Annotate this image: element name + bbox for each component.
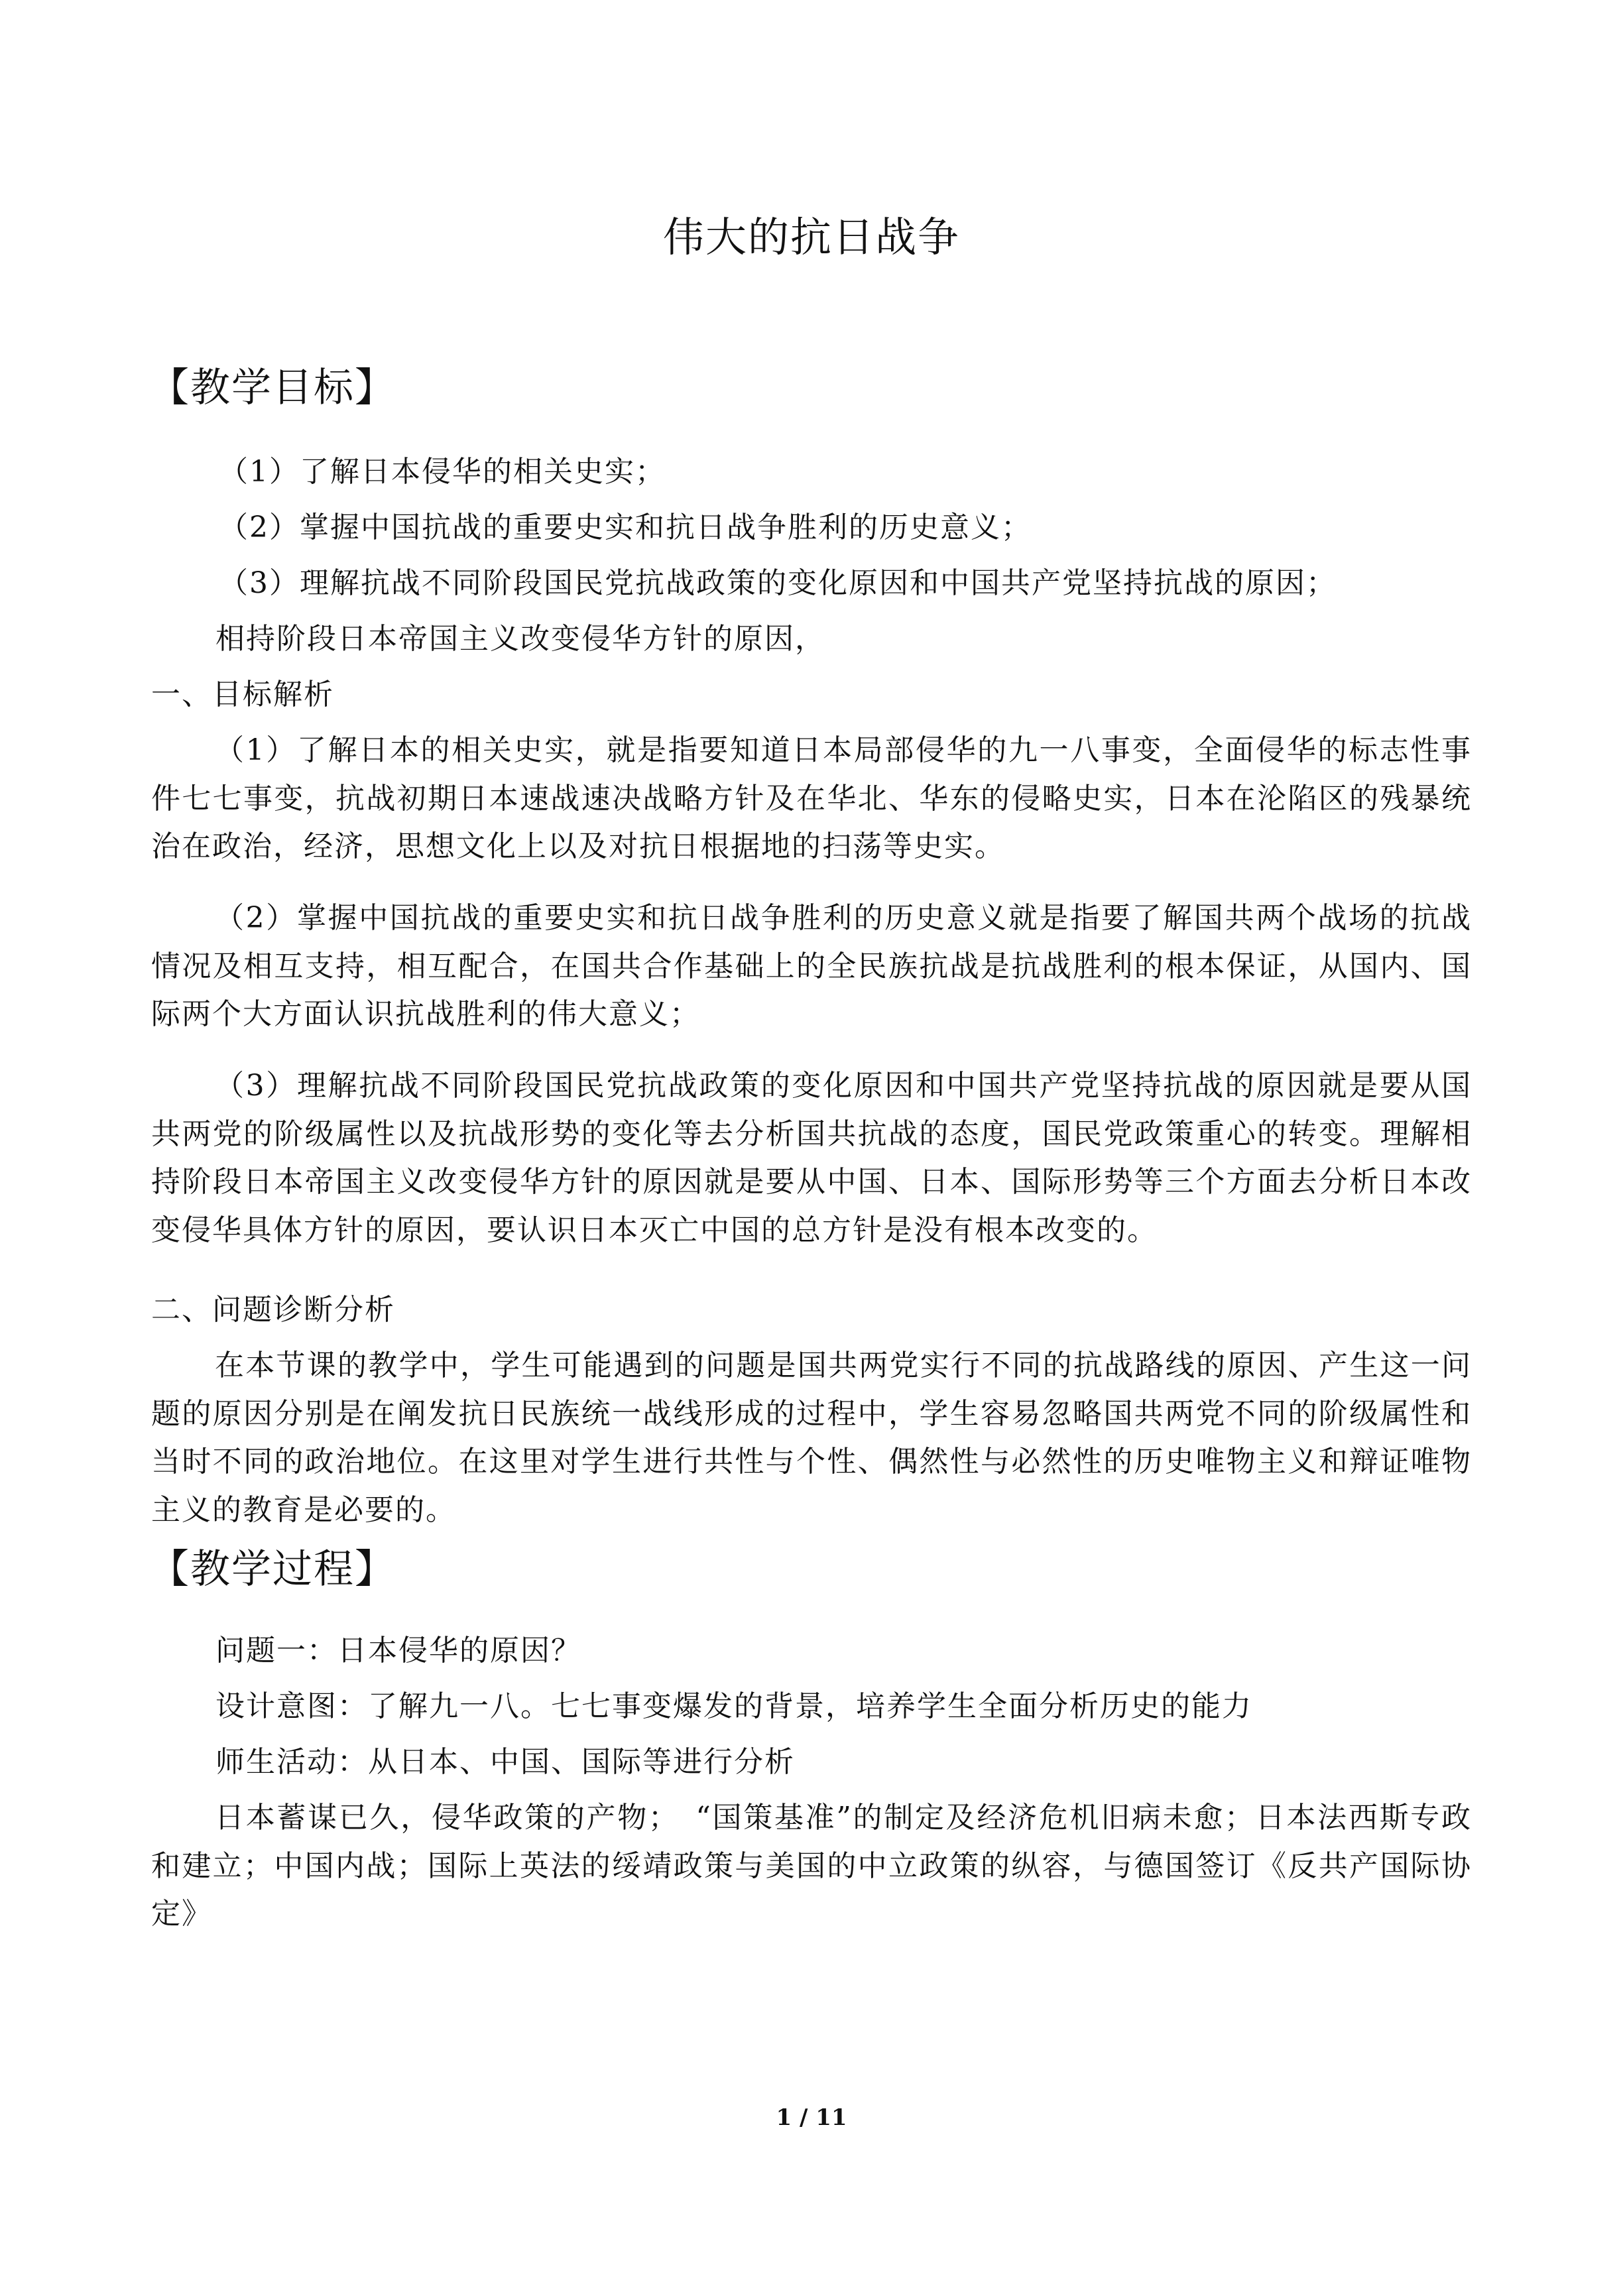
section-heading-process: 【教学过程】	[149, 1546, 396, 1593]
section-heading-analysis: 一、目标解析	[151, 678, 334, 711]
section-heading-diagnosis: 二、问题诊断分析	[151, 1293, 395, 1327]
objective-item: （2）掌握中国抗战的重要史实和抗日战争胜利的历史意义；	[219, 511, 1032, 544]
analysis-paragraph: （2）掌握中国抗战的重要史实和抗日战争胜利的历史意义就是指要了解国共两个战场的抗战情况及相互支持，相互配合，在国共合作基础上的全民族抗战是抗战胜利的根本保证，从国内、国际两个大方面认识抗战胜利的伟大意义；	[151, 901, 1472, 1031]
objective-item: （1）了解日本侵华的相关史实；	[219, 455, 666, 489]
analysis-paragraph: （3）理解抗战不同阶段国民党抗战政策的变化原因和中国共产党坚持抗战的原因就是要从国共两党的阶级属性以及抗战形势的变化等去分析国共抗战的态度，国民党政策重心的转变。理解相持阶段日本帝国主义改变侵华方针的原因就是要从中国、日本、国际形势等三个方面去分析日本改变侵华具体方针的原因，要认识日本灭亡中国的总方针是没有根本改变的。	[151, 1069, 1472, 1247]
section-heading-objectives: 【教学目标】	[149, 365, 396, 411]
process-item: 师生活动：从日本、中国、国际等进行分析	[215, 1745, 795, 1779]
process-item: 问题一：日本侵华的原因？	[215, 1634, 581, 1667]
objective-item: （3）理解抗战不同阶段国民党抗战政策的变化原因和中国共产党坚持抗战的原因；	[219, 566, 1337, 600]
diagnosis-paragraph: 在本节课的教学中，学生可能遇到的问题是国共两党实行不同的抗战路线的原因、产生这一问题的原因分别是在阐发抗日民族统一战线形成的过程中，学生容易忽略国共两党不同的阶级属性和当时不同的政治地位。在这里对学生进行共性与个性、偶然性与必然性的历史唯物主义和辩证唯物主义的教育是必要的。	[151, 1349, 1472, 1527]
process-item: 设计意图：了解九一八。七七事变爆发的背景，培养学生全面分析历史的能力	[215, 1689, 1252, 1723]
page-number: 1 / 11	[776, 2104, 847, 2131]
document-title: 伟大的抗日战争	[662, 213, 960, 261]
process-detail-paragraph: 日本蓄谋已久，侵华政策的产物； “国策基准”的制定及经济危机旧病未愈；日本法西斯专政和建立；中国内战；国际上英法的绥靖政策与美国的中立政策的纵容，与德国签订《反共产国际协定》	[151, 1801, 1472, 1931]
analysis-paragraph: （1）了解日本的相关史实，就是指要知道日本局部侵华的九一八事变，全面侵华的标志性事件七七事变，抗战初期日本速战速决战略方针及在华北、华东的侵略史实，日本在沦陷区的残暴统治在政治，经济，思想文化上以及对抗日根据地的扫荡等史实。	[151, 733, 1472, 863]
objective-item: 相持阶段日本帝国主义改变侵华方针的原因，	[215, 622, 825, 656]
